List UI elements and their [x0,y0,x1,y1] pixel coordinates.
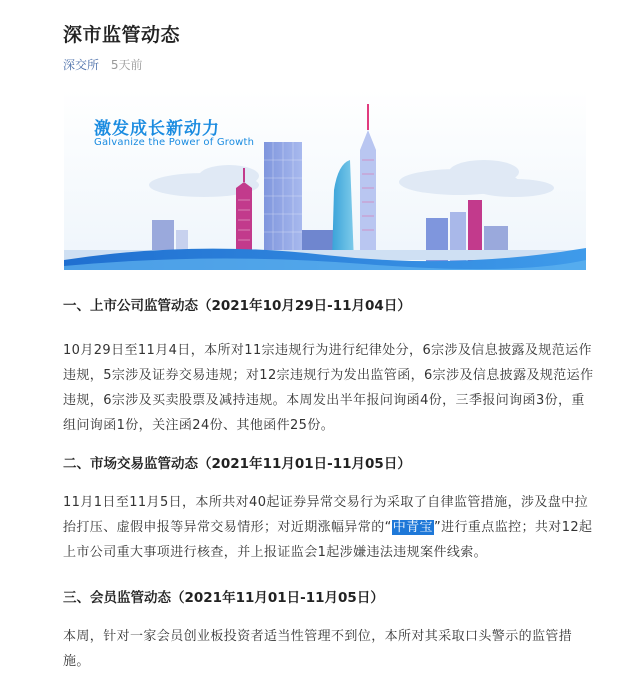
section-heading: 一、上市公司监管动态（2021年10月29日-11月04日） [63,298,411,314]
banner-title: 激发成长新动力 [94,119,220,139]
banner-subtitle: Galvanize the Power of Growth [94,137,255,148]
section-paragraph: 10月29日至11月4日，本所对11宗违规行为进行纪律处分，6宗涉及信息披露及规范运作违规，5宗涉及证券交易违规；对12宗违规行为发出监管函，6宗涉及信息披露及规范运作违规，6宗涉及买卖股票及减持违规。本周发出半年报问询函4份，三季报问询函3份，重组问询函1份，关注函24份、其他函件25份。 [63,343,594,433]
article-title: 深市监管动态 [63,24,181,46]
section-heading: 三、会员监管动态（2021年11月01日-11月05日） [63,590,384,606]
article-time: 5天前 [110,58,143,72]
paragraph-text-before: 11月1日至11月5日，本所共对40起证券异常交易行为采取了自律监管措施，涉及盘中拉抬打压、虚假申报等异常交易情形；对近期涨幅异常的“ [63,495,588,535]
highlighted-stock-name: 中青宝 [392,520,433,535]
article-meta [63,56,142,73]
paragraph-text-after: ”进行重点监控；共对12起上市公司重大事项进行核查，并上报证监会1起涉嫌违法违规案件线索。 [63,520,593,560]
section-heading: 二、市场交易监管动态（2021年11月01日-11月05日） [63,456,411,472]
article-source-link[interactable]: 深交所 [63,58,100,72]
section-paragraph: 本周，针对一家会员创业板投资者适当性管理不到位，本所对其采取口头警示的监管措施。 [63,629,573,669]
section-paragraph [63,490,595,565]
article-banner-image [64,90,586,270]
